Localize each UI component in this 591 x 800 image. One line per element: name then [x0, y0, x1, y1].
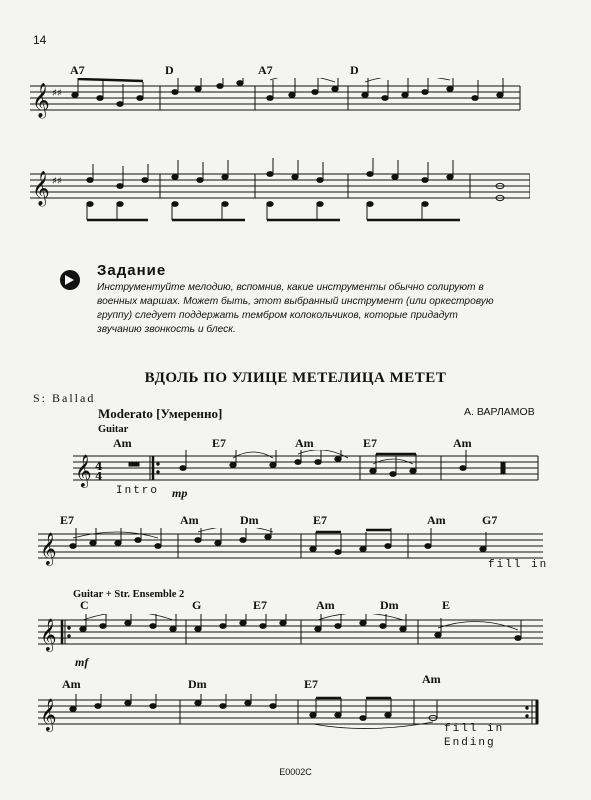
svg-text:𝄞: 𝄞: [32, 83, 50, 118]
svg-text:𝄞: 𝄞: [40, 618, 57, 651]
chord-label: Am: [453, 436, 472, 450]
staff-line-1: [73, 450, 543, 490]
chord-label: D: [165, 63, 174, 77]
svg-text:♯♯: ♯♯: [52, 176, 62, 187]
chord-label: D: [350, 63, 359, 77]
fill-in-label: fill in: [488, 559, 549, 571]
chord-label: Am: [295, 436, 314, 450]
chord-label: Dm: [240, 513, 259, 527]
fill-in-label: fill in: [444, 723, 505, 735]
chord-label: Am: [62, 677, 81, 691]
chord-label: E7: [313, 513, 328, 527]
page-number: 14: [33, 33, 47, 47]
tempo-marking: Moderato [Умеренно]: [98, 406, 223, 421]
footer-code: E0002C: [279, 767, 312, 777]
chord-label: Dm: [380, 598, 399, 612]
arrow-right-icon: [60, 270, 80, 290]
chord-label: Am: [180, 513, 199, 527]
staff-line-2: [38, 528, 543, 568]
chord-label: Am: [316, 598, 335, 612]
svg-text:𝄞: 𝄞: [40, 532, 57, 565]
svg-text:4: 4: [95, 470, 103, 483]
svg-text:♯♯: ♯♯: [52, 88, 62, 99]
chord-label: E7: [212, 436, 227, 450]
intro-label: Intro: [116, 485, 160, 497]
chord-label: A7: [258, 63, 273, 77]
composer-name: А. ВАРЛАМОВ: [464, 406, 535, 418]
chord-label: E7: [60, 513, 75, 527]
chord-label: A7: [70, 63, 85, 77]
chord-label: E7: [253, 598, 268, 612]
chord-label: E: [442, 598, 451, 612]
chord-label: E7: [304, 677, 319, 691]
staff-line-3: [38, 614, 543, 654]
svg-text:𝄞: 𝄞: [40, 698, 57, 731]
chord-label: G7: [482, 513, 498, 527]
instrument-label: Guitar: [98, 424, 129, 435]
dynamic-marking: mp: [172, 486, 188, 500]
dynamic-marking: mf: [75, 655, 89, 669]
chord-label: Am: [113, 436, 132, 450]
chord-label: Dm: [188, 677, 207, 691]
task-title: Задание: [97, 262, 167, 279]
staff-system-1: [30, 78, 530, 228]
svg-text:4: 4: [95, 460, 103, 473]
instrument-label: Guitar + Str. Ensemble 2: [73, 589, 185, 600]
ending-label: Ending: [444, 737, 496, 749]
svg-text:𝄞: 𝄞: [32, 171, 50, 206]
chord-label: Am: [427, 513, 446, 527]
song-title: ВДОЛЬ ПО УЛИЦЕ МЕТЕЛИЦА МЕТЕТ: [144, 370, 447, 386]
chord-label: Am: [422, 672, 441, 686]
style-label: S: Ballad: [33, 391, 96, 405]
chord-label: C: [80, 598, 89, 612]
chord-label: E7: [363, 436, 378, 450]
task-text: Инструментуйте мелодию, вспомнив, какие инструменты обычно солируют в военных маршах. Может быть, этот выбранный инструмент (или оркестровую группу) следует поддержать тембром колокольчиков, которые придадут звучанию звонкость и блеск.: [97, 282, 494, 335]
chord-label: G: [192, 598, 202, 612]
svg-text:𝄞: 𝄞: [75, 454, 92, 487]
